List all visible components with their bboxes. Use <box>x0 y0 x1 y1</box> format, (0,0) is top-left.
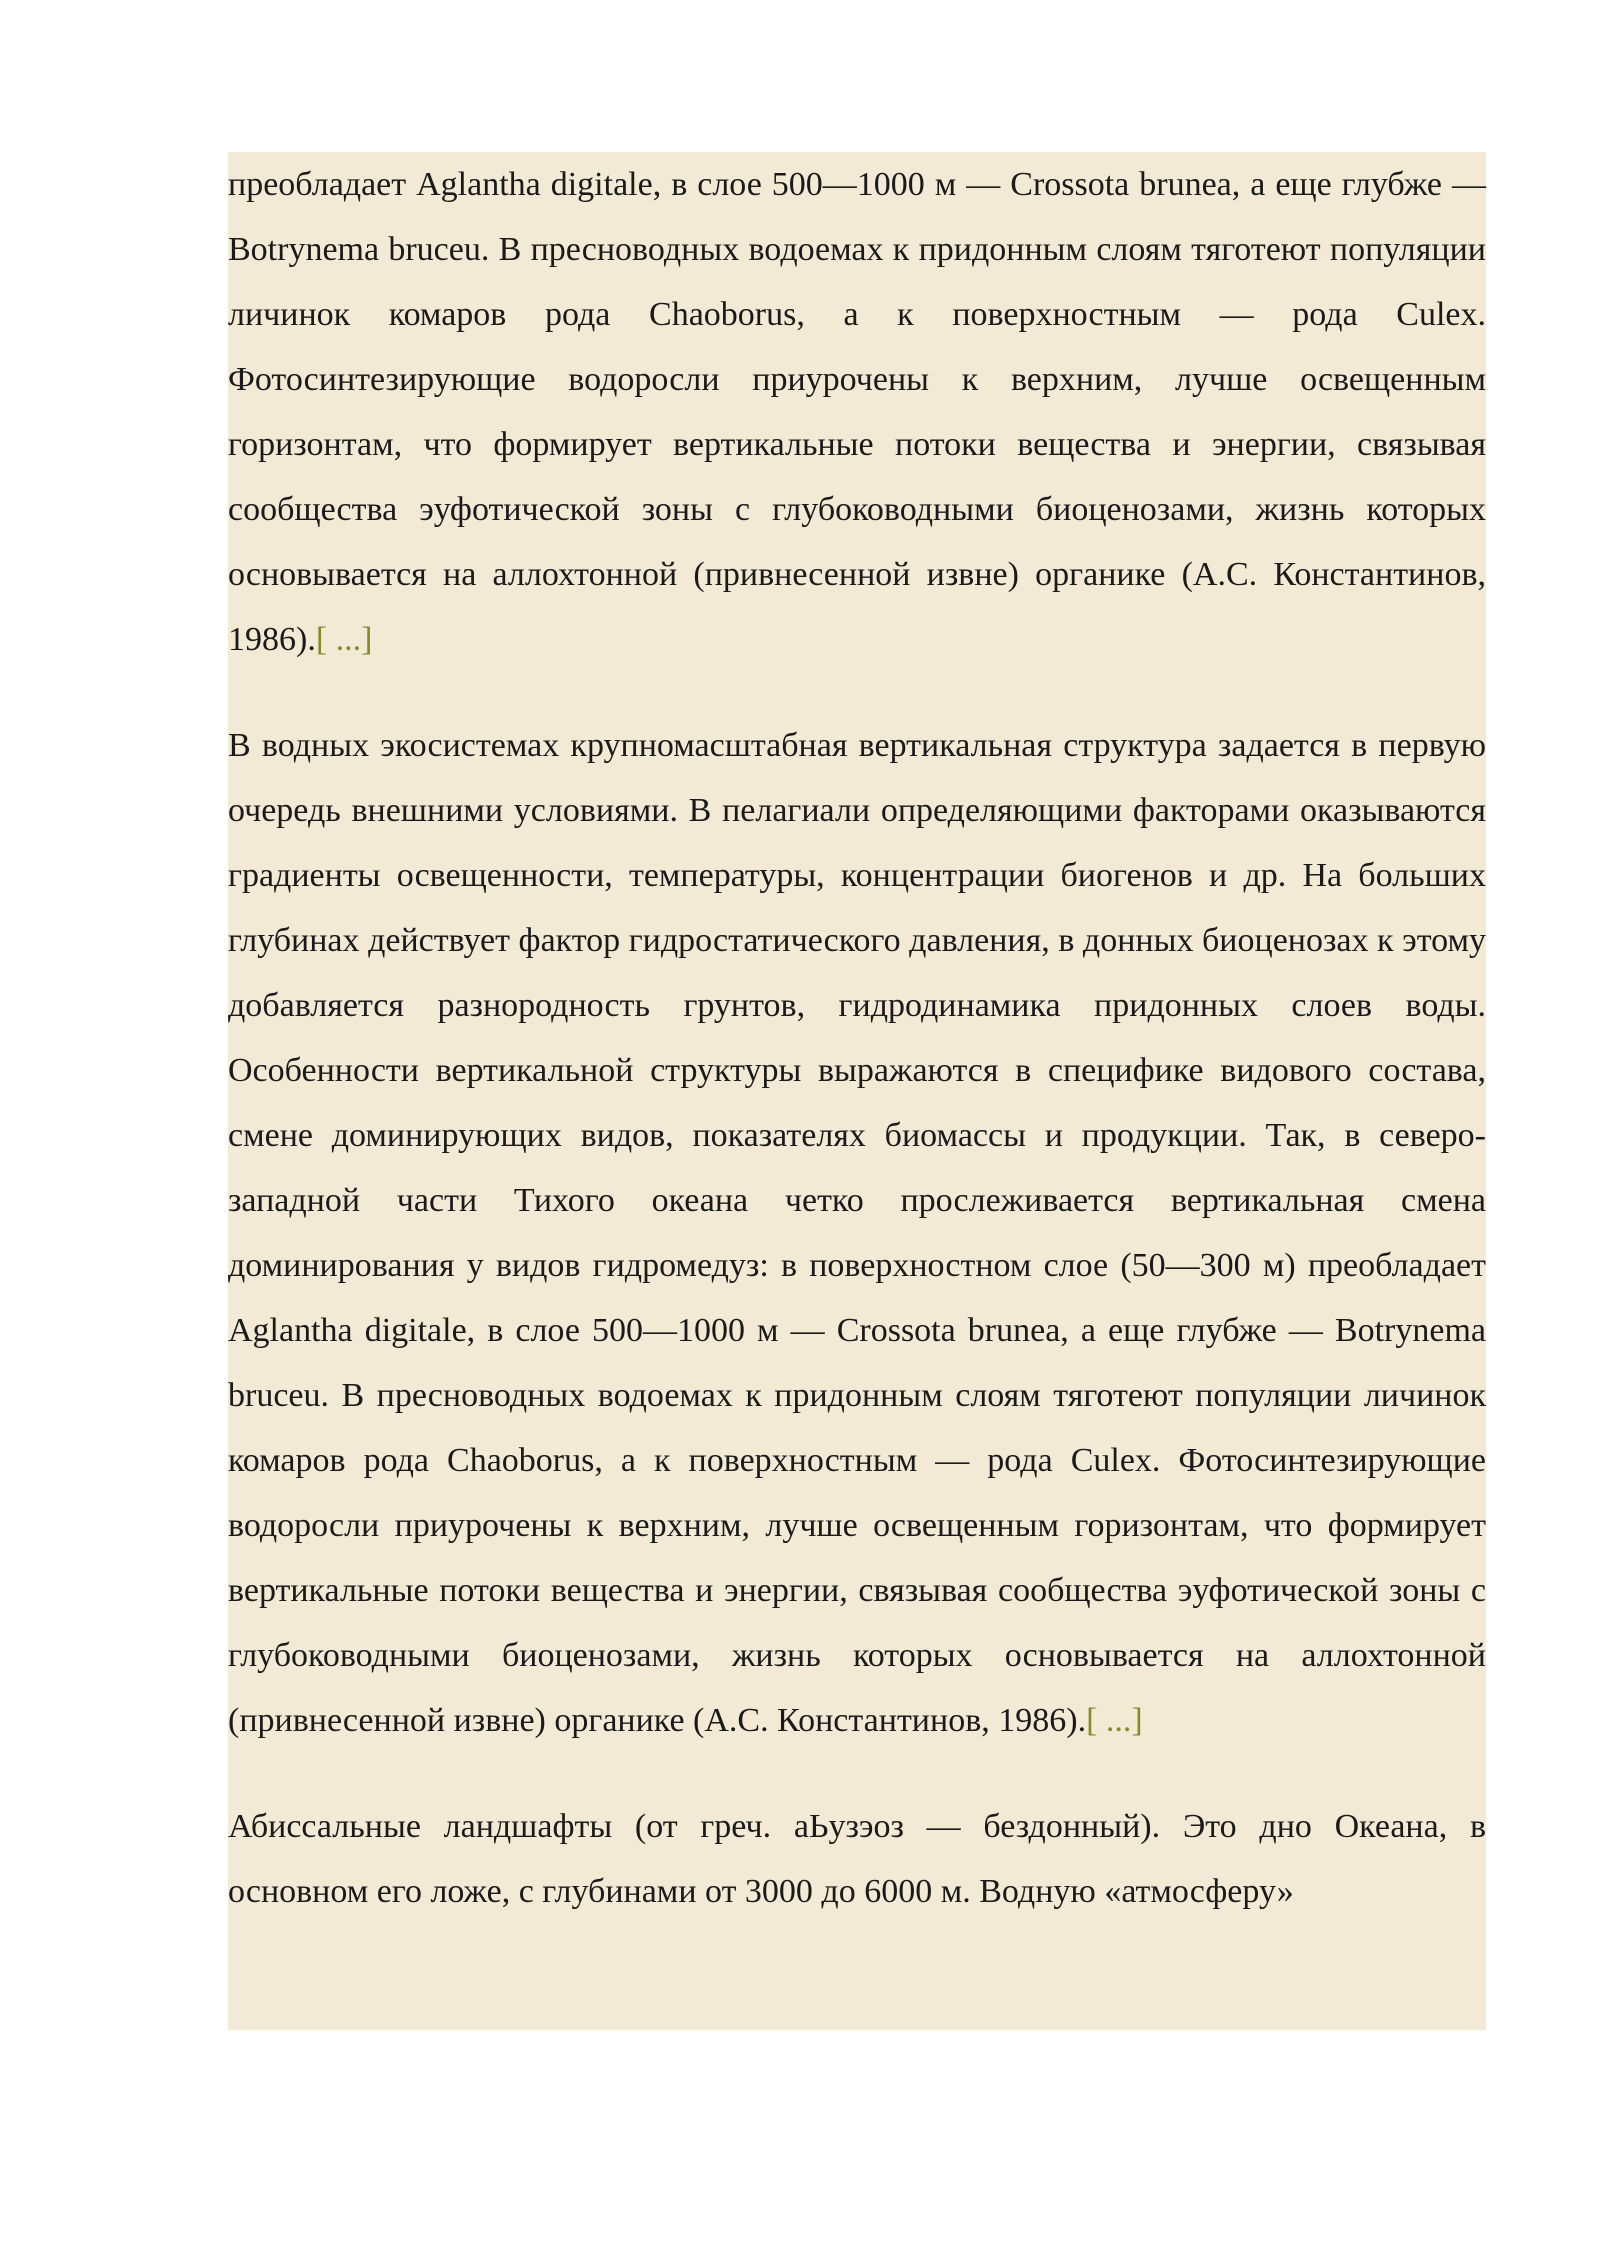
paragraph-1-more-link[interactable]: [ ...] <box>315 621 373 658</box>
paragraph-3 <box>228 1794 1486 1924</box>
text-column <box>228 152 1486 1924</box>
paragraph-1 <box>228 152 1486 672</box>
paragraph-3-text: Абиссальные ландшафты (от греч. aЬузэоз — бездонный). Это дно Океана, в основном его ложе, с глубинами от 3000 до 6000 м. Водную «атмосферу» <box>228 1808 1486 1910</box>
paragraph-2-more-link[interactable]: [ ...] <box>1086 1702 1143 1739</box>
paragraph-1-text: преобладает Aglantha digitale, в слое 500—1000 м — Crossota brunea, а еще глубже — Botrynema bruceu. В пресноводных водоемах к придонным слоям тяготеют популяции личинок комаров рода Chaoborus, а к поверхностным — рода Culex. Фотосинтезирующие водоросли приурочены к верхним, лучше освещенным горизонтам, что формирует вертикальные потоки вещества и энергии, связывая сообщества эуфотической зоны с глубоководными биоценозами, жизнь которых основывается на аллохтонной (привнесенной извне) органике (А.С. Константинов, 1986). <box>228 166 1486 658</box>
paragraph-2-text: В водных экосистемах крупномасштабная вертикальная структура задается в первую очередь внешними условиями. В пелагиали определяющими факторами оказываются градиенты освещенности, температуры, концентрации биогенов и др. На больших глубинах действует фактор гидростатического давления, в донных биоценозах к этому добавляется разнородность грунтов, гидродинамика придонных слоев воды. Особенности вертикальной структуры выражаются в специфике видового состава, смене доминирующих видов, показателях биомассы и продукции. Так, в северо-западной части Тихого океана четко прослеживается вертикальная смена доминирования у видов гидромедуз: в поверхностном слое (50—300 м) преобладает Aglantha digitale, в слое 500—1000 м — Crossota brunea, а еще глубже — Botrynema bruceu. В пресноводных водоемах к придонным слоям тяготеют популяции личинок комаров рода Chaoborus, а к поверхностным — рода Culex. Фотосинтезирующие водоросли приурочены к верхним, лучше освещенным горизонтам, что формирует вертикальные потоки вещества и энергии, связывая сообщества эуфотической зоны с глубоководными биоценозами, жизнь которых основывается на аллохтонной (привнесенной извне) органике (А.С. Константинов, 1986). <box>228 727 1486 1739</box>
paragraph-2 <box>228 713 1486 1753</box>
